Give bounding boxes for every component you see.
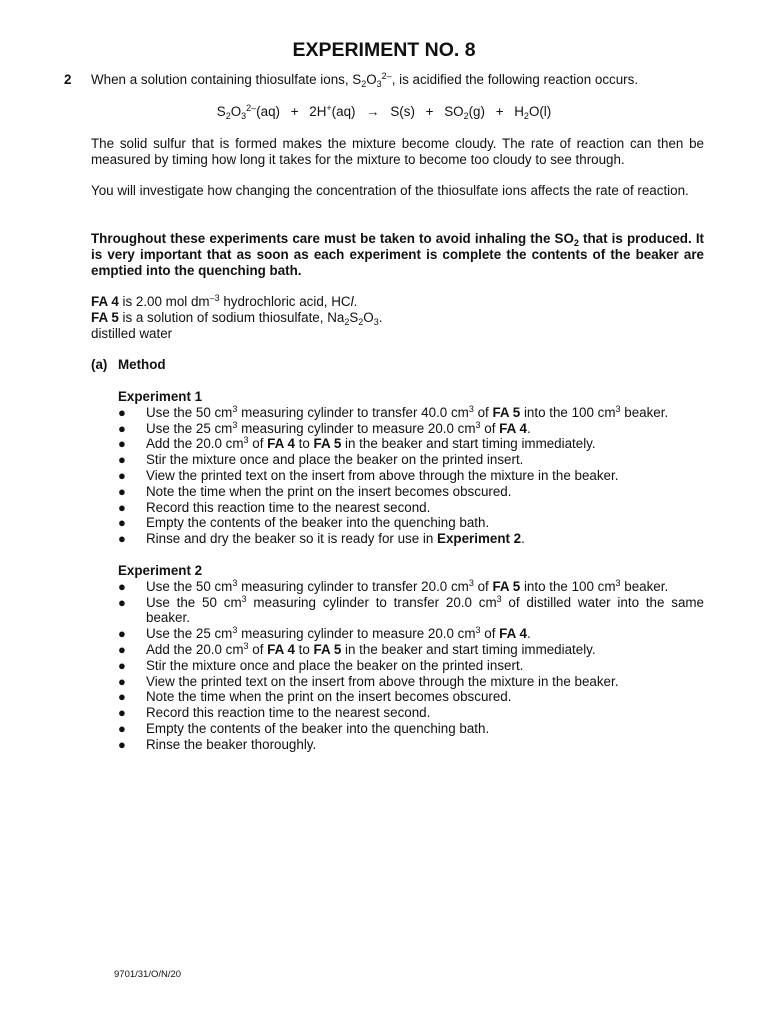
list-item: ● Stir the mixture once and place the beaker on the printed insert. (118, 452, 524, 468)
page-title: EXPERIMENT NO. 8 (292, 39, 476, 61)
reagent-list (91, 294, 704, 341)
list-item: ● Use the 25 $cm^3$ measuring cylinder to measure 20.0 $cm^3$ of FA 4. (118, 625, 531, 642)
reagent-fa4: FA 4 is 2.00 mol $dm^{-3}$ hydrochloric acid, HCl. (91, 293, 358, 309)
bullet-icon: ● (118, 705, 126, 721)
reagent-water: distilled water (91, 325, 173, 341)
list-item: ● Record this reaction time to the nearest second. (118, 705, 431, 721)
question-number: 2 (64, 72, 72, 87)
list-item: ● Record this reaction time to the nearest second. (118, 499, 431, 515)
experiment-1-title: Experiment 1 (118, 389, 203, 404)
list-item: ● Use the 50 $cm^3$ measuring cylinder to transfer 20.0 $cm^3$ of FA 5 into the 100 $cm^3$ beaker. (118, 577, 669, 594)
list-item: ● Rinse the beaker thoroughly. (118, 736, 317, 752)
list-item: ● Note the time when the print on the insert becomes obscured. (118, 483, 512, 499)
bullet-icon: ● (118, 436, 126, 452)
list-item: ● Use the 25 $cm^3$ measuring cylinder to measure 20.0 $cm^3$ of FA 4. (118, 419, 531, 436)
safety-warning: Throughout these experiments care must be taken to avoid inhaling the $SO_2$ that is produced. It is very important that as soon as each experiment is complete the contents of the beaker are emptied into the quenching bath. (91, 231, 705, 278)
bullet-icon: ● (118, 720, 126, 736)
bullet-icon: ● (118, 499, 126, 515)
bullet-icon: ● (118, 452, 126, 468)
experiment-1 (118, 389, 704, 547)
reagent-fa5: FA 5 is a solution of sodium thiosulfate, $Na_2S_2O_3$. (91, 309, 383, 327)
bullet-icon: ● (118, 483, 126, 499)
experiment-2 (118, 563, 704, 753)
bullet-icon: ● (118, 673, 126, 689)
list-item: ● Use the 50 $cm^3$ measuring cylinder to transfer 20.0 $cm^3$ of distilled water into the same beaker. (118, 593, 704, 626)
intro-paragraph: When a solution containing thiosulfate ions, $S_2O_3^{2-}$, is acidified the following reaction occurs. (91, 71, 639, 89)
list-item: ● View the printed text on the insert from above through the mixture in the beaker. (118, 467, 619, 483)
bullet-icon: ● (118, 515, 126, 531)
bullet-icon: ● (118, 594, 126, 610)
bullet-icon: ● (118, 736, 126, 752)
reaction-equation: $S_2O_3^{2-}(aq) + 2H^+(aq) \to S(s) + SO_2(g) + H_2O(l)$ (216, 103, 552, 121)
list-item: ● Add the 20.0 $cm^3$ of FA 4 to FA 5 in the beaker and start timing immediately. (118, 640, 596, 657)
part-a-heading: (a) Method (91, 357, 166, 372)
bullet-icon: ● (118, 626, 126, 642)
list-item: ● Empty the contents of the beaker into the quenching bath. (118, 515, 490, 531)
experiment-2-title: Experiment 2 (118, 563, 203, 578)
paragraph-investigate: You will investigate how changing the concentration of the thiosulfate ions affects the rate of reaction. (91, 183, 689, 198)
bullet-icon: ● (118, 467, 126, 483)
bullet-icon: ● (118, 689, 126, 705)
list-item: ● View the printed text on the insert from above through the mixture in the beaker. (118, 673, 619, 689)
paragraph-sulfur: The solid sulfur that is formed makes the mixture become cloudy. The rate of reaction can then be measured by timing how long it takes for the mixture to become too cloudy to see through. (91, 136, 704, 167)
list-item: ● Use the 50 $cm^3$ measuring cylinder to transfer 40.0 $cm^3$ of FA 5 into the 100 $cm^3$ beaker. (118, 403, 669, 420)
list-item: ● Empty the contents of the beaker into the quenching bath. (118, 720, 490, 736)
bullet-icon: ● (118, 420, 126, 436)
list-item: ● Note the time when the print on the insert becomes obscured. (118, 689, 512, 705)
list-item: ● Stir the mixture once and place the beaker on the printed insert. (118, 657, 524, 673)
list-item: ● Rinse and dry the beaker so it is ready for use in Experiment 2. (118, 531, 525, 547)
list-item: ● Add the 20.0 $cm^3$ of FA 4 to FA 5 in the beaker and start timing immediately. (118, 435, 596, 452)
arrow-icon: → (366, 104, 380, 119)
bullet-icon: ● (118, 531, 126, 547)
bullet-icon: ● (118, 404, 126, 420)
bullet-icon: ● (118, 578, 126, 594)
bullet-icon: ● (118, 657, 126, 673)
page-footer: 9701/31/O/N/20 (114, 969, 182, 980)
bullet-icon: ● (118, 641, 126, 657)
